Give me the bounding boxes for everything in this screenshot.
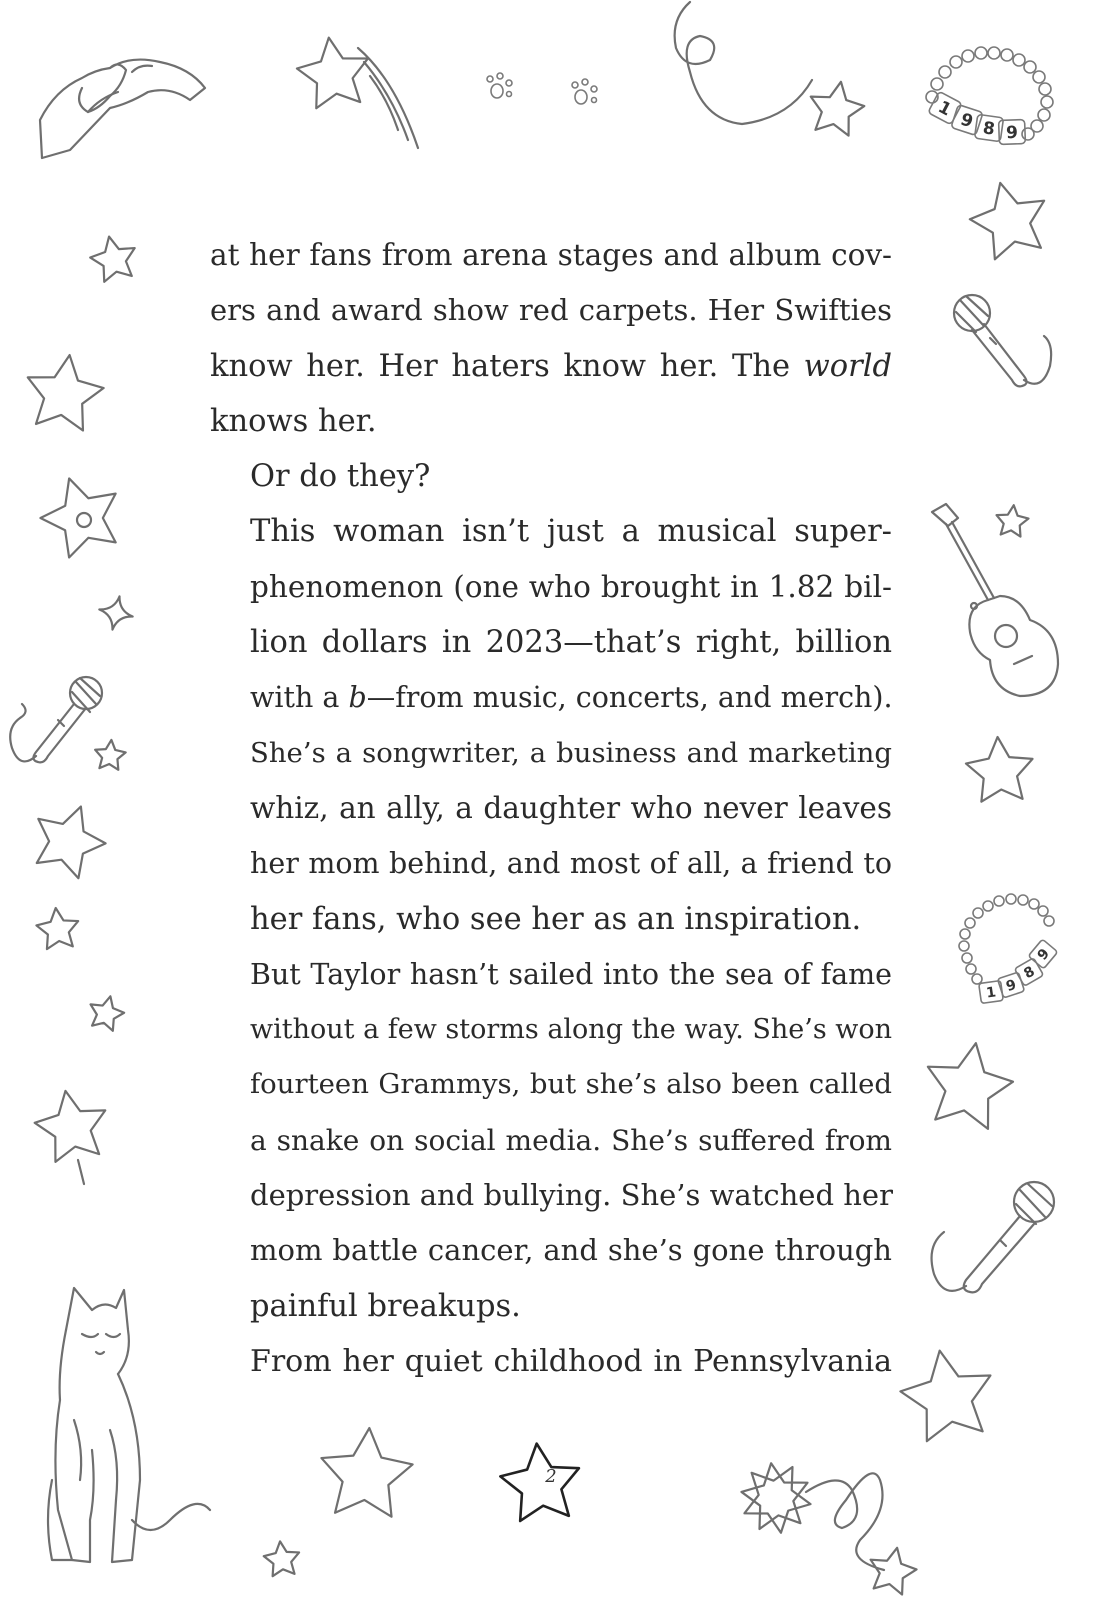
text-segment: know her. Her haters know her. The	[210, 348, 804, 384]
bracelet-bead-letter: 9	[1034, 945, 1054, 964]
star-icon	[262, 1540, 301, 1577]
text-segment: with a	[250, 681, 349, 715]
star-icon	[96, 593, 136, 633]
star-icon	[895, 1343, 1000, 1444]
text-line: ers and award show red carpets. Her Swifties	[210, 293, 892, 328]
text-line: depression and bullying. She’s watched her	[250, 1178, 893, 1213]
text-line: her fans, who see her as an inspiration.	[250, 901, 862, 937]
bracelet-bead-letter: 1	[934, 97, 955, 121]
emphasis-word: world	[803, 348, 892, 384]
text-segment: —from music, concerts, and merch).	[366, 681, 893, 715]
star-garland-icon	[733, 1451, 920, 1596]
text-line: From her quiet childhood in Pennsylvania	[250, 1343, 892, 1379]
star-icon	[86, 992, 128, 1032]
cat-icon	[48, 1288, 210, 1562]
star-icon	[964, 735, 1035, 803]
star-icon	[22, 350, 108, 433]
star-icon	[87, 232, 140, 284]
paragraph	[210, 504, 892, 946]
bracelet-bead-letter: 9	[1004, 976, 1019, 996]
text-line: phenomenon (one who brought in 1.82 bil-	[250, 569, 892, 604]
text-line	[210, 339, 892, 394]
star-icon	[94, 739, 127, 771]
bracelet-bead-letter: 8	[981, 118, 997, 140]
friendship-bracelet-icon	[959, 894, 1058, 1003]
text-line: mom battle cancer, and she’s gone through	[250, 1233, 892, 1268]
bracelet-bead-letter: 9	[957, 109, 976, 133]
bracelet-bead-letter: 1	[985, 984, 998, 1002]
paragraph	[210, 947, 892, 1334]
text-line: at her fans from arena stages and album cov-	[210, 238, 892, 272]
text-line	[210, 670, 892, 725]
text-line: Or do they?	[250, 459, 431, 495]
microphone-icon	[932, 1182, 1054, 1292]
star-icon	[30, 1085, 112, 1184]
text-line: knows her.	[210, 403, 377, 439]
star-icon	[35, 906, 81, 950]
bracelet-bead-letter: 8	[1021, 963, 1038, 983]
paragraph	[210, 1334, 892, 1389]
bracelet-bead-letter: 9	[1005, 122, 1019, 144]
microphone-icon	[10, 677, 102, 762]
paw-prints-icon	[487, 73, 597, 104]
emphasis-letter: b	[348, 681, 367, 715]
guitar-icon	[932, 504, 1058, 696]
text-line: But Taylor hasn’t sailed into the sea of fame	[250, 957, 892, 991]
text-line: a snake on social media. She’s suffered from	[250, 1123, 892, 1157]
star-icon	[318, 1425, 415, 1518]
text-line: This woman isn’t just a musical super-	[250, 514, 892, 550]
star-icon	[32, 466, 130, 562]
text-line: whiz, an ally, a daughter who never leaves	[250, 790, 892, 825]
text-line: fourteen Grammys, but she’s also been called	[250, 1068, 892, 1101]
paragraph	[210, 449, 892, 504]
body-text	[210, 228, 892, 1389]
paragraph	[210, 228, 892, 449]
star-icon	[995, 504, 1030, 538]
shooting-star-icon	[293, 33, 418, 148]
text-line: painful breakups.	[250, 1288, 521, 1324]
microphone-icon	[954, 295, 1051, 386]
text-line: She’s a songwriter, a business and marketing	[250, 736, 892, 769]
page-number: 2	[545, 1466, 557, 1487]
friendship-bracelet-icon	[926, 47, 1053, 144]
star-icon	[24, 794, 115, 883]
heart-hands-icon	[40, 60, 205, 158]
text-line: her mom behind, and most of all, a friend to	[250, 847, 892, 881]
text-line: without a few storms along the way. She’s won	[250, 1014, 893, 1046]
swirl-ribbon-icon	[675, 2, 868, 137]
star-icon	[963, 174, 1055, 263]
star-icon	[919, 1036, 1018, 1132]
text-line: lion dollars in 2023—that’s right, billion	[250, 625, 892, 661]
